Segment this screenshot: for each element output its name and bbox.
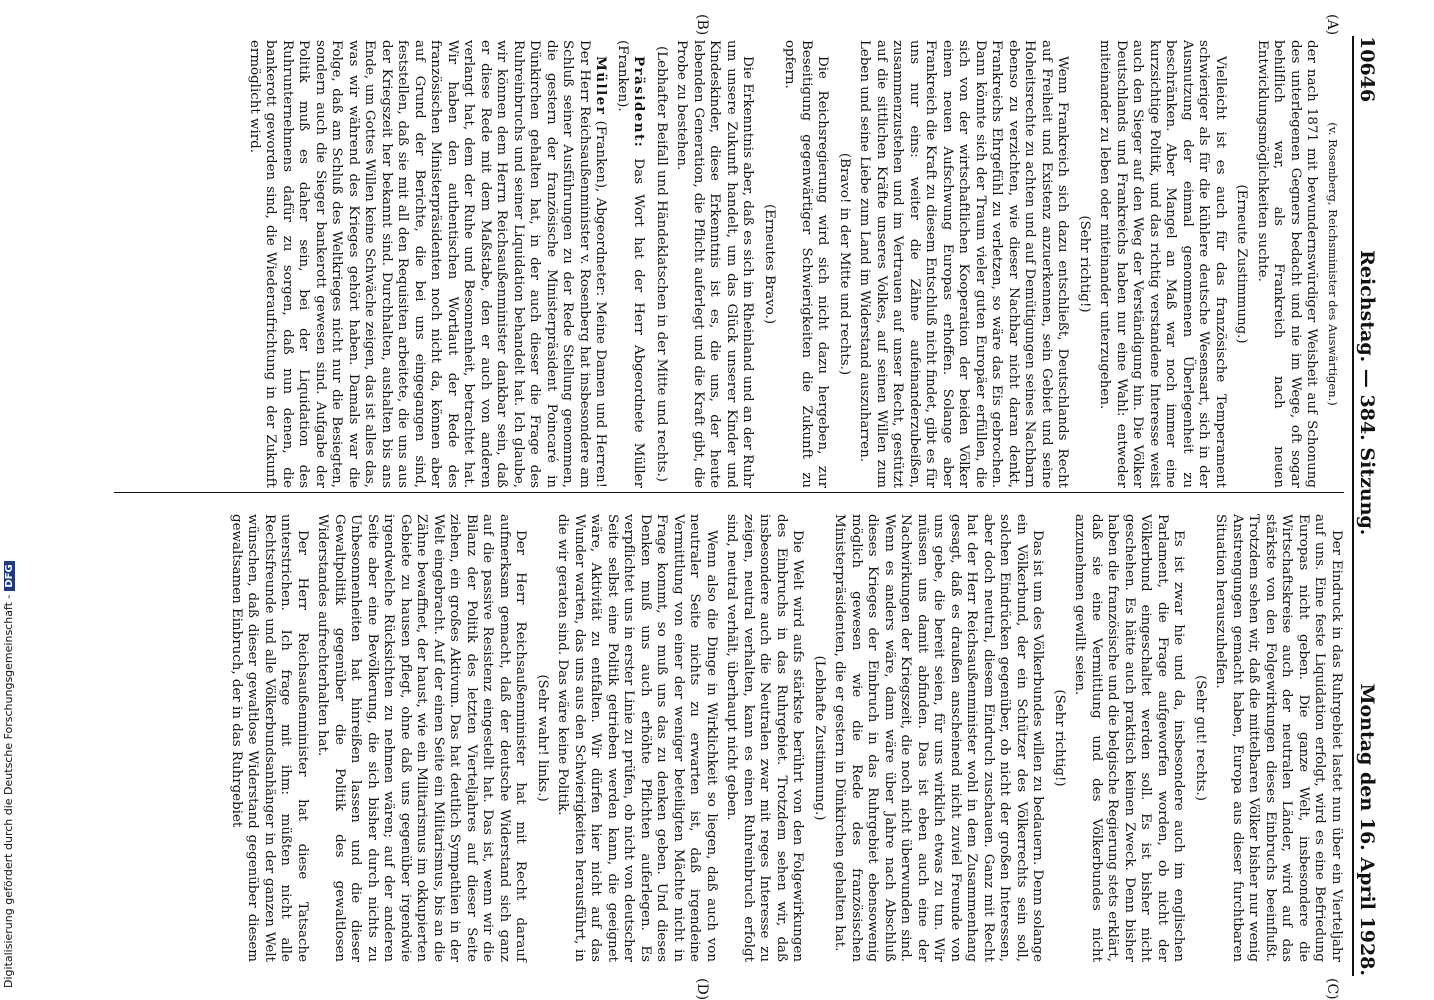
margin-letter-b: (B) xyxy=(694,14,710,36)
reaction: (Sehr richtig!) xyxy=(1077,215,1092,313)
president-label: Präsident: xyxy=(631,56,648,149)
paragraph: der nach 1871 mit bewundernswürdiger Weisheit auf Schonung des unterlegenen Gegners bedacht und nie im Wege, oft sogar behilflich war, als Frankreich nach neuen Entwicklungsmöglichkeiten suchte. xyxy=(1255,40,1320,488)
margin-letter-d: (D) xyxy=(694,978,710,1000)
president-text: Das Wort hat der Herr Abgeordnete Müller (Franken). xyxy=(615,40,647,488)
reaction: (Sehr gut! rechts.) xyxy=(1193,674,1208,801)
right-column xyxy=(224,514,1345,962)
paragraph: Der Herr Reichsaußenminister hat mit Recht darauf aufmerksam gemacht, daß der deutsche Widerstand sich ganz auf die passive Resistenz eingestellt hat. Das ist, wenn wir die Bilanz der Politik des letzten Vierteljahres auf dieser Seite ziehen, ein großes Aktivum. Das hat deutlich Sympathien in der Welt eingebracht. Auf der einen Seite ein Militarismus, bis an die Zähne bewaffnet, der haust, wie ein Militarismus im okkupierten Gebiete zu hausen pflegt, ohne daß uns gegenüber irgendwie irgendwelche Rücksichten zu nehmen wären; auf der anderen Seite aber eine Bevölkerung, die sich bisher durch nichts zu Unbesonnenheiten hat hinreißen lassen und die dieser Gewaltpolitik gegenüber die Politik des gewaltlosen Widerstandes aufrechterhalten hat. xyxy=(315,514,529,962)
reaction: (Sehr wahr! links.) xyxy=(535,674,550,802)
paragraph: Die Erkenntnis aber, daß es sich im Rheinland und an der Ruhr um unsere Zukunft handelt, um das Glück unserer Kinder und Kindeskinder, diese Erkenntnis ist es, die uns, der heute lebenden Generation, die Pflicht auferlegt und die Kraft gibt, die Probe zu bestehen. xyxy=(674,40,756,488)
dfg-logo: DFG xyxy=(4,561,15,590)
session-date: Montag den 16. April 1928. xyxy=(1356,683,1378,976)
paragraph: Die Welt wird aufs stärkste berührt von den Folgewirkungen des Einbruchs in das Ruhrgebiet. Trotzdem sehen wir, daß insbesondere auch die Neutralen zwar mit reges Interesse zu zeigen, neutral verhalten, kann es einen Ruhreinbruch erfolgt sind, neutral verhält, überhaupt nicht geben. xyxy=(724,514,806,962)
speaker-paragraph xyxy=(246,40,610,488)
page-number: 10646 xyxy=(1356,36,1378,103)
reaction: (Lebhafter Beifall und Händeklatschen in der Mitte und rechts.) xyxy=(654,46,669,482)
footer-credit xyxy=(0,0,20,1000)
column-divider xyxy=(114,492,1344,493)
page-header xyxy=(1352,36,1380,976)
paragraph: Wenn Frankreich sich dazu entschließt, Deutschlands Recht auf Freiheit und Existenz anzuerkennen, sein Gebiet und seine Hoheitsrechte zu achten und auf Demütigungen seines Nachbarn ebenso zu verzichten, wie dieser Nachbar nicht daran denkt, Frankreichs Ehrgefühl zu verletzen, so wäre das Eis gebrochen. Dann könnte sich der Traum vieler guten Europäer erfüllen, die sich von der wirtschaftlichen Kooperation der beiden Völker einen neuen Aufschwung Europas erhoffen. Solange aber Frankreich die Kraft zu diesem Entschluß nicht findet, gibt es für uns nur eins: weiter die Zähne aufeinanderzubeißen, zusammenzustehen und im Vertrauen auf unser Recht, gestützt auf die sittlichen Kräfte unseres Volkes, auf seinen Willen zum Leben und seine Liebe zum Land im Widerstand auszuharren. xyxy=(857,40,1071,488)
paragraph: Das ist um des Völkerbundes willen zu bedauern. Denn solange ein Völkerbund, der ein Schützer des Völkerrechts sein soll, solchen Eindrücken gegenüber, ob nicht der großen Interessen, aber doch neutral, diesem Eindruch zuschauen. Ganz mit Recht hat der Herr Reichsaußenminister wohl in dem Zusammenhang gesagt, daß es draußen anscheinend nicht zuviel Freunde von uns gebe, die bereit seien, für uns wirklich etwas zu tun. Wir müssen uns damit abfinden. Das ist eben auch eine der Nachwirkungen der Kriegszeit, die noch nicht überwunden sind. Wenn es anders wäre, dann wäre über Jahre nach Abschluß dieses Krieges der Einbruch in das Ruhrgebiet ebensowenig möglich gewesen wie die Rede des französischen Ministerpräsidenten, die er gestern in Dünkirchen gehalten hat. xyxy=(832,514,1046,962)
reaction: (Bravo! in der Mitte und rechts.) xyxy=(837,152,852,376)
paragraph: Der Herr Reichsaußenminister hat diese Tatsache unterstrichen. Ich frage mit ihm: müßten nicht alle Rechtsfreunde und alle Völkerbundsanhänger in der ganzen Welt wünschen, daß dieser gewaltlose Widerstand gegenüber diesem gewaltsamen Einbruch, der in das Ruhrgebiet xyxy=(229,514,310,962)
reaction: (Sehr richtig!) xyxy=(1052,689,1067,787)
paragraph: Die Reichsregierung wird sich nicht dazu hergeben, zur Beseitigung gegenwärtiger Schwierigkeiten die Zukunft zu opfern. xyxy=(782,40,831,488)
footer-credit-text: Digitalisierung gefördert durch die Deutsche Forschungsgemeinschaft - xyxy=(2,594,15,988)
reaction: (Erneute Zustimmung.) xyxy=(1234,184,1250,344)
reaction: (Lebhafte Zustimmung.) xyxy=(812,655,827,821)
reaction: (Erneutes Bravo.) xyxy=(762,203,777,325)
session-title: Reichstag. — 384. Sitzung. xyxy=(1356,250,1378,536)
paragraph: Vielleicht ist es auch für das französische Temperament schwieriger als für die kühlere deutsche Wesensart, sich in der Ausnutzung der einmal genommenen Überlegenheit zu beschränken. Aber Mangel an Maß war noch immer eine kurzsichtige Politik, und das richtig verstandene Interesse weist auch den Sieger auf den Weg der Verständigung hin. Die Völker Deutschlands und Frankreichs haben nur eine Wahl: entweder miteinander zu leben oder miteinander unterzugehen. xyxy=(1097,40,1228,488)
speaker-intro: (v. Rosenberg, Reichsminister des Auswärtigen.) xyxy=(1326,122,1340,406)
speaker-name: Müller xyxy=(593,56,610,116)
paragraph: Der Eindruck in das Ruhrgebiet lastet nun über ein Vierteljahr auf uns. Eine feste Liquidation erfolgt, wird es eine Befriedung Europas nicht geben. Die ganze Welt, insbesondere die Wirtschaftskreise auch der neutralen Länder, wird auf das stärkste von den Folgewirkungen dieses Einbruchs beeinflußt. Trotzdem sehen wir, daß die mittelbaren Völker bisher nur wenig Anstrengungen gemacht haben, Europa aus dieser furchtbaren Situation herauszuhelfen. xyxy=(1213,514,1344,962)
margin-letter-a: (A) xyxy=(1324,14,1340,36)
president-line xyxy=(614,40,648,488)
paragraph: Wenn also die Dinge in Wirklichkeit so liegen, daß auch von neutraler Seite nichts zu erwarten ist, daß irgendeine Vermittlung von einer der weniger beteiligten Mächte nicht in Frage kommt, so muß uns das zu denken geben. Und dieses Denken muß uns auch erhöhte Pflichten auferlegen. Es verpflichtet uns in erster Linie zu prüfen, ob nicht von deutscher Seite selbst eine Politik getrieben werden kann, die geeignet wäre, Aktivität zu entfalten. Wir dürfen hier nicht auf das Wunder warten, das uns aus den Schwierigkeiten herausführt, in die wir geraten sind. Das wäre keine Politik. xyxy=(555,514,719,962)
document-page xyxy=(90,0,1410,1000)
left-column xyxy=(242,40,1345,488)
speech-text: (Franken), Abgeordneter: Meine Damen und Herren! Der Herr Reichsaußenminister v. Rosenberg hat insbesondere am Schluß seiner Ausführungen zu der Rede Stellung genommen, die gestern der französische Ministerpräsident Poincaré in Dünkirchen gehalten hat, in der auch dieser die Frage des Ruhreinbruchs und seiner Liquidation behandelt hat. Ich glaube, wir können dem Herrn Reichsaußenminister dankbar sein, daß er diese Rede mit dem Maßstabe, den er auch von anderen verlangt hat, dem der Ruhe und Besonnenheit, betrachtet hat. Wir haben den authentischen Wortlaut der Rede des französischen Ministerpräsidenten noch nicht da, können aber auf Grund der Berichte, die bei uns eingegangen sind, feststellen, daß sie mit all den Requisiten arbeitete, die uns aus der Kriegszeit her bekannt sind. Durchhalten, aushalten bis ans Ende, um Gottes Willen keine Schwäche zeigen, das ist alles das, was wir während des Krieges gehört haben. Damals war die Folge, daß am Schluß des Weltkrieges nicht nur die Besiegten, sondern auch die Sieger bankerott gewesen sind. Aufgabe der Politik muß es daher sein, bei der Liquidation des Ruhrunternehmens dafür zu sorgen, daß nun denen, die bankerott geworden sind, die Wiederaufrichtung in der Zukunft ermöglicht wird. xyxy=(247,40,609,489)
paragraph: Es ist zwar hie und da, insbesondere auch im englischen Parlament, die Frage aufgeworfen worden, ob nicht der Völkerbund eingeschaltet werden soll. Es ist bisher nicht geschehen. Es hätte auch praktisch keinen Zweck. Denn bisher haben die französische und die belgische Regierung stets erklärt, daß sie eine Vermittlung und des Völkerbundes nicht anzunehmen gewillt seien. xyxy=(1072,514,1187,962)
margin-letter-c: (C) xyxy=(1324,978,1340,1000)
